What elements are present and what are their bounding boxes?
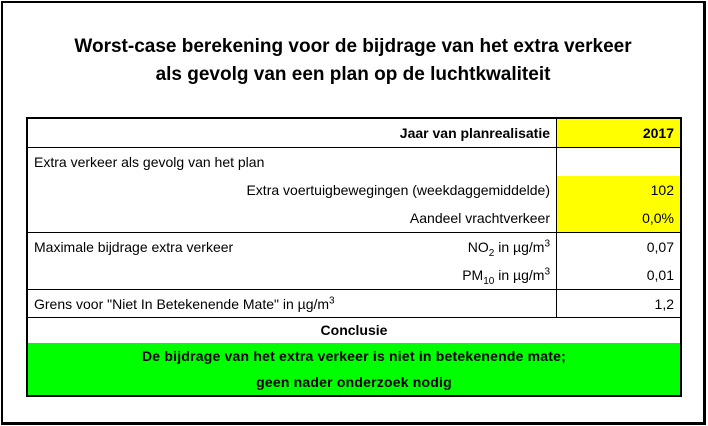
extra-verkeer-label: Extra verkeer als gevolg van het plan xyxy=(34,154,265,170)
row-pm10 xyxy=(28,261,680,289)
pm10-label: $PM_{10}$ in $\mu g/m^3$ xyxy=(462,266,550,287)
title-line-1: Worst-case berekening voor de bijdrage van het extra verkeer xyxy=(74,36,632,57)
jaar-input[interactable]: 2017 xyxy=(556,119,680,147)
vracht-input[interactable]: 0,0% xyxy=(556,204,680,232)
conclusion-box xyxy=(28,343,680,395)
row-vrachtverkeer xyxy=(28,204,680,232)
conclusion-line-2: geen nader onderzoek nodig xyxy=(256,374,452,390)
pm10-value: 0,01 xyxy=(646,267,674,283)
no2-value: 0,07 xyxy=(646,239,674,255)
row-jaar xyxy=(28,119,680,147)
title-line-2: als gevolg van een plan op de luchtkwaliteit xyxy=(155,64,551,85)
grens-label: Grens voor "Niet In Betekenende Mate" in $\mu g/m^3$ xyxy=(34,295,335,312)
voertuig-input[interactable]: 102 xyxy=(556,176,680,204)
worksheet-frame xyxy=(1,1,706,425)
calculation-table xyxy=(26,117,682,397)
column-divider xyxy=(556,119,557,318)
row-voertuigbewegingen xyxy=(28,176,680,204)
vracht-label: Aandeel vrachtverkeer xyxy=(409,210,550,226)
voertuig-label: Extra voertuigbewegingen (weekdaggemiddelde) xyxy=(246,182,550,198)
row-grens xyxy=(28,290,680,318)
row-conclusie-header xyxy=(28,318,680,343)
max-bijdrage-text: Maximale bijdrage extra verkeer xyxy=(34,239,234,255)
row-no2 xyxy=(28,233,680,261)
conclusion-line-1: De bijdrage van het extra verkeer is niet in betekenende mate; xyxy=(141,348,566,364)
grens-value: 1,2 xyxy=(654,296,674,312)
page-title xyxy=(3,33,703,89)
row-extra-verkeer xyxy=(28,148,680,176)
conclusie-label: Conclusie xyxy=(320,322,388,338)
jaar-label: Jaar van planrealisatie xyxy=(399,125,550,141)
no2-label: $NO_2$ in $\mu g/m^3$ xyxy=(467,238,550,259)
